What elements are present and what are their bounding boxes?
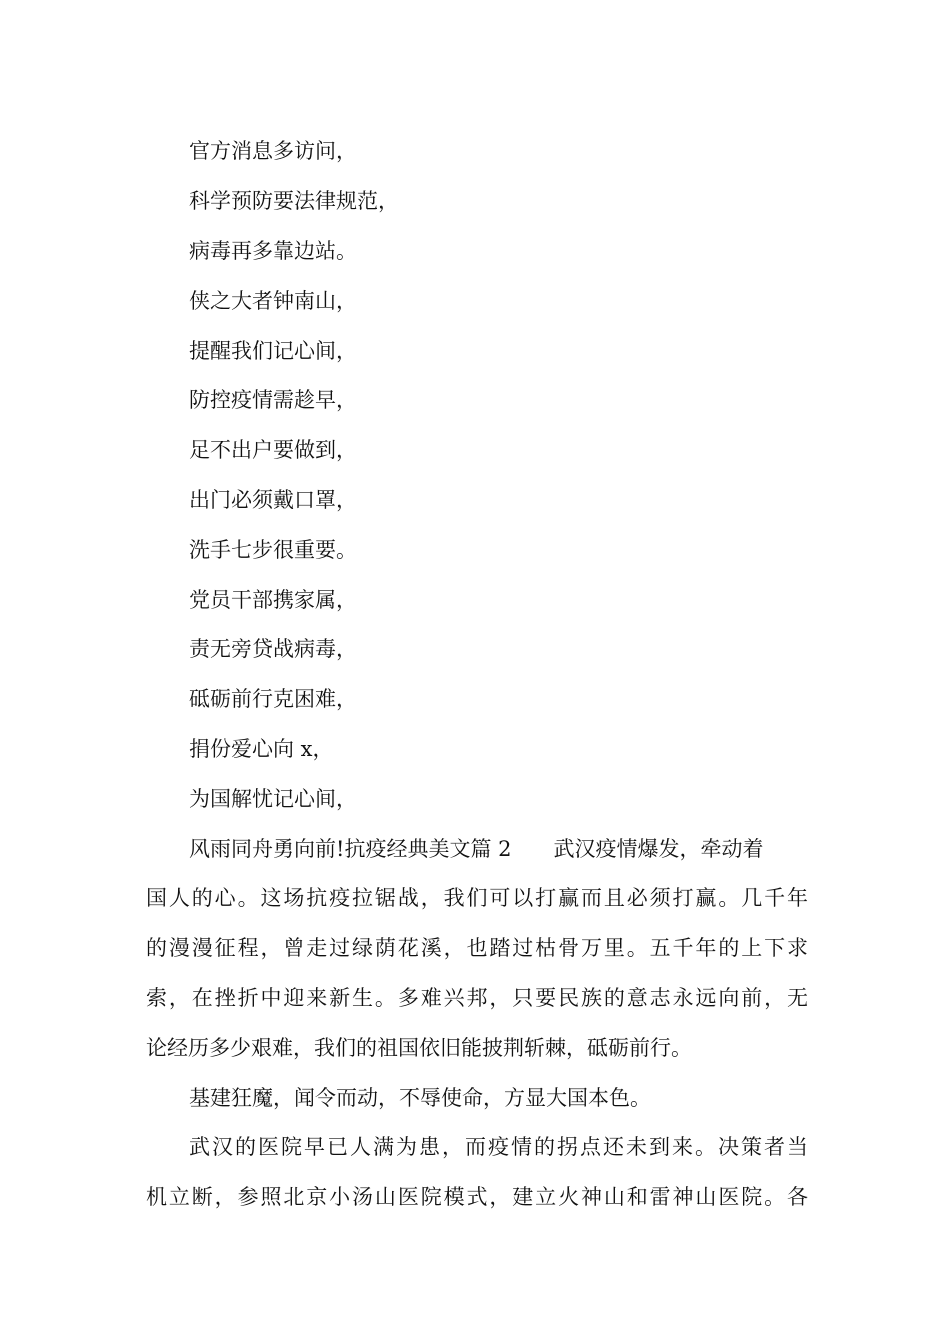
article-heading: 风雨同舟勇向前!抗疫经典美文篇 2 [189,837,512,861]
poem-line-13: 捐份爱心向 x， [189,737,334,761]
poem-line-6: 防控疫情需趁早， [189,388,357,412]
poem-line-10: 党员干部携家属， [189,588,357,612]
paragraph-1-line-2: 的漫漫征程，曾走过绿荫花溪，也踏过枯骨万里。五千年的上下求 [146,936,808,960]
paragraph-1-start: 武汉疫情爆发，牵动着 [553,837,764,861]
paragraph-1-line-4: 论经历多少艰难，我们的祖国依旧能披荆斩棘，砥砺前行。 [146,1036,692,1060]
paragraph-2: 基建狂魔，闻令而动，不辱使命，方显大国本色。 [189,1086,651,1110]
poem-line-11: 责无旁贷战病毒， [189,637,357,661]
paragraph-1-line-1: 国人的心。这场抗疫拉锯战，我们可以打赢而且必须打赢。几千年 [146,886,808,910]
poem-line-9: 洗手七步很重要。 [189,538,357,562]
poem-line-3: 病毒再多靠边站。 [189,239,357,263]
poem-line-8: 出门必须戴口罩， [189,488,357,512]
poem-line-2: 科学预防要法律规范， [189,189,399,213]
poem-line-14: 为国解忧记心间， [189,787,357,811]
paragraph-3-line-1: 武汉的医院早已人满为患，而疫情的拐点还未到来。决策者当 [189,1135,808,1159]
poem-line-5: 提醒我们记心间， [189,339,357,363]
poem-line-12: 砥砺前行克困难， [189,687,357,711]
paragraph-3-line-2: 机立断，参照北京小汤山医院模式，建立火神山和雷神山医院。各 [146,1185,808,1209]
poem-line-7: 足不出户要做到， [189,438,357,462]
poem-line-4: 侠之大者钟南山， [189,289,357,313]
poem-line-1: 官方消息多访问， [189,139,357,163]
paragraph-1-line-3: 索，在挫折中迎来新生。多难兴邦，只要民族的意志永远向前，无 [146,986,808,1010]
article-heading-line [189,835,763,863]
